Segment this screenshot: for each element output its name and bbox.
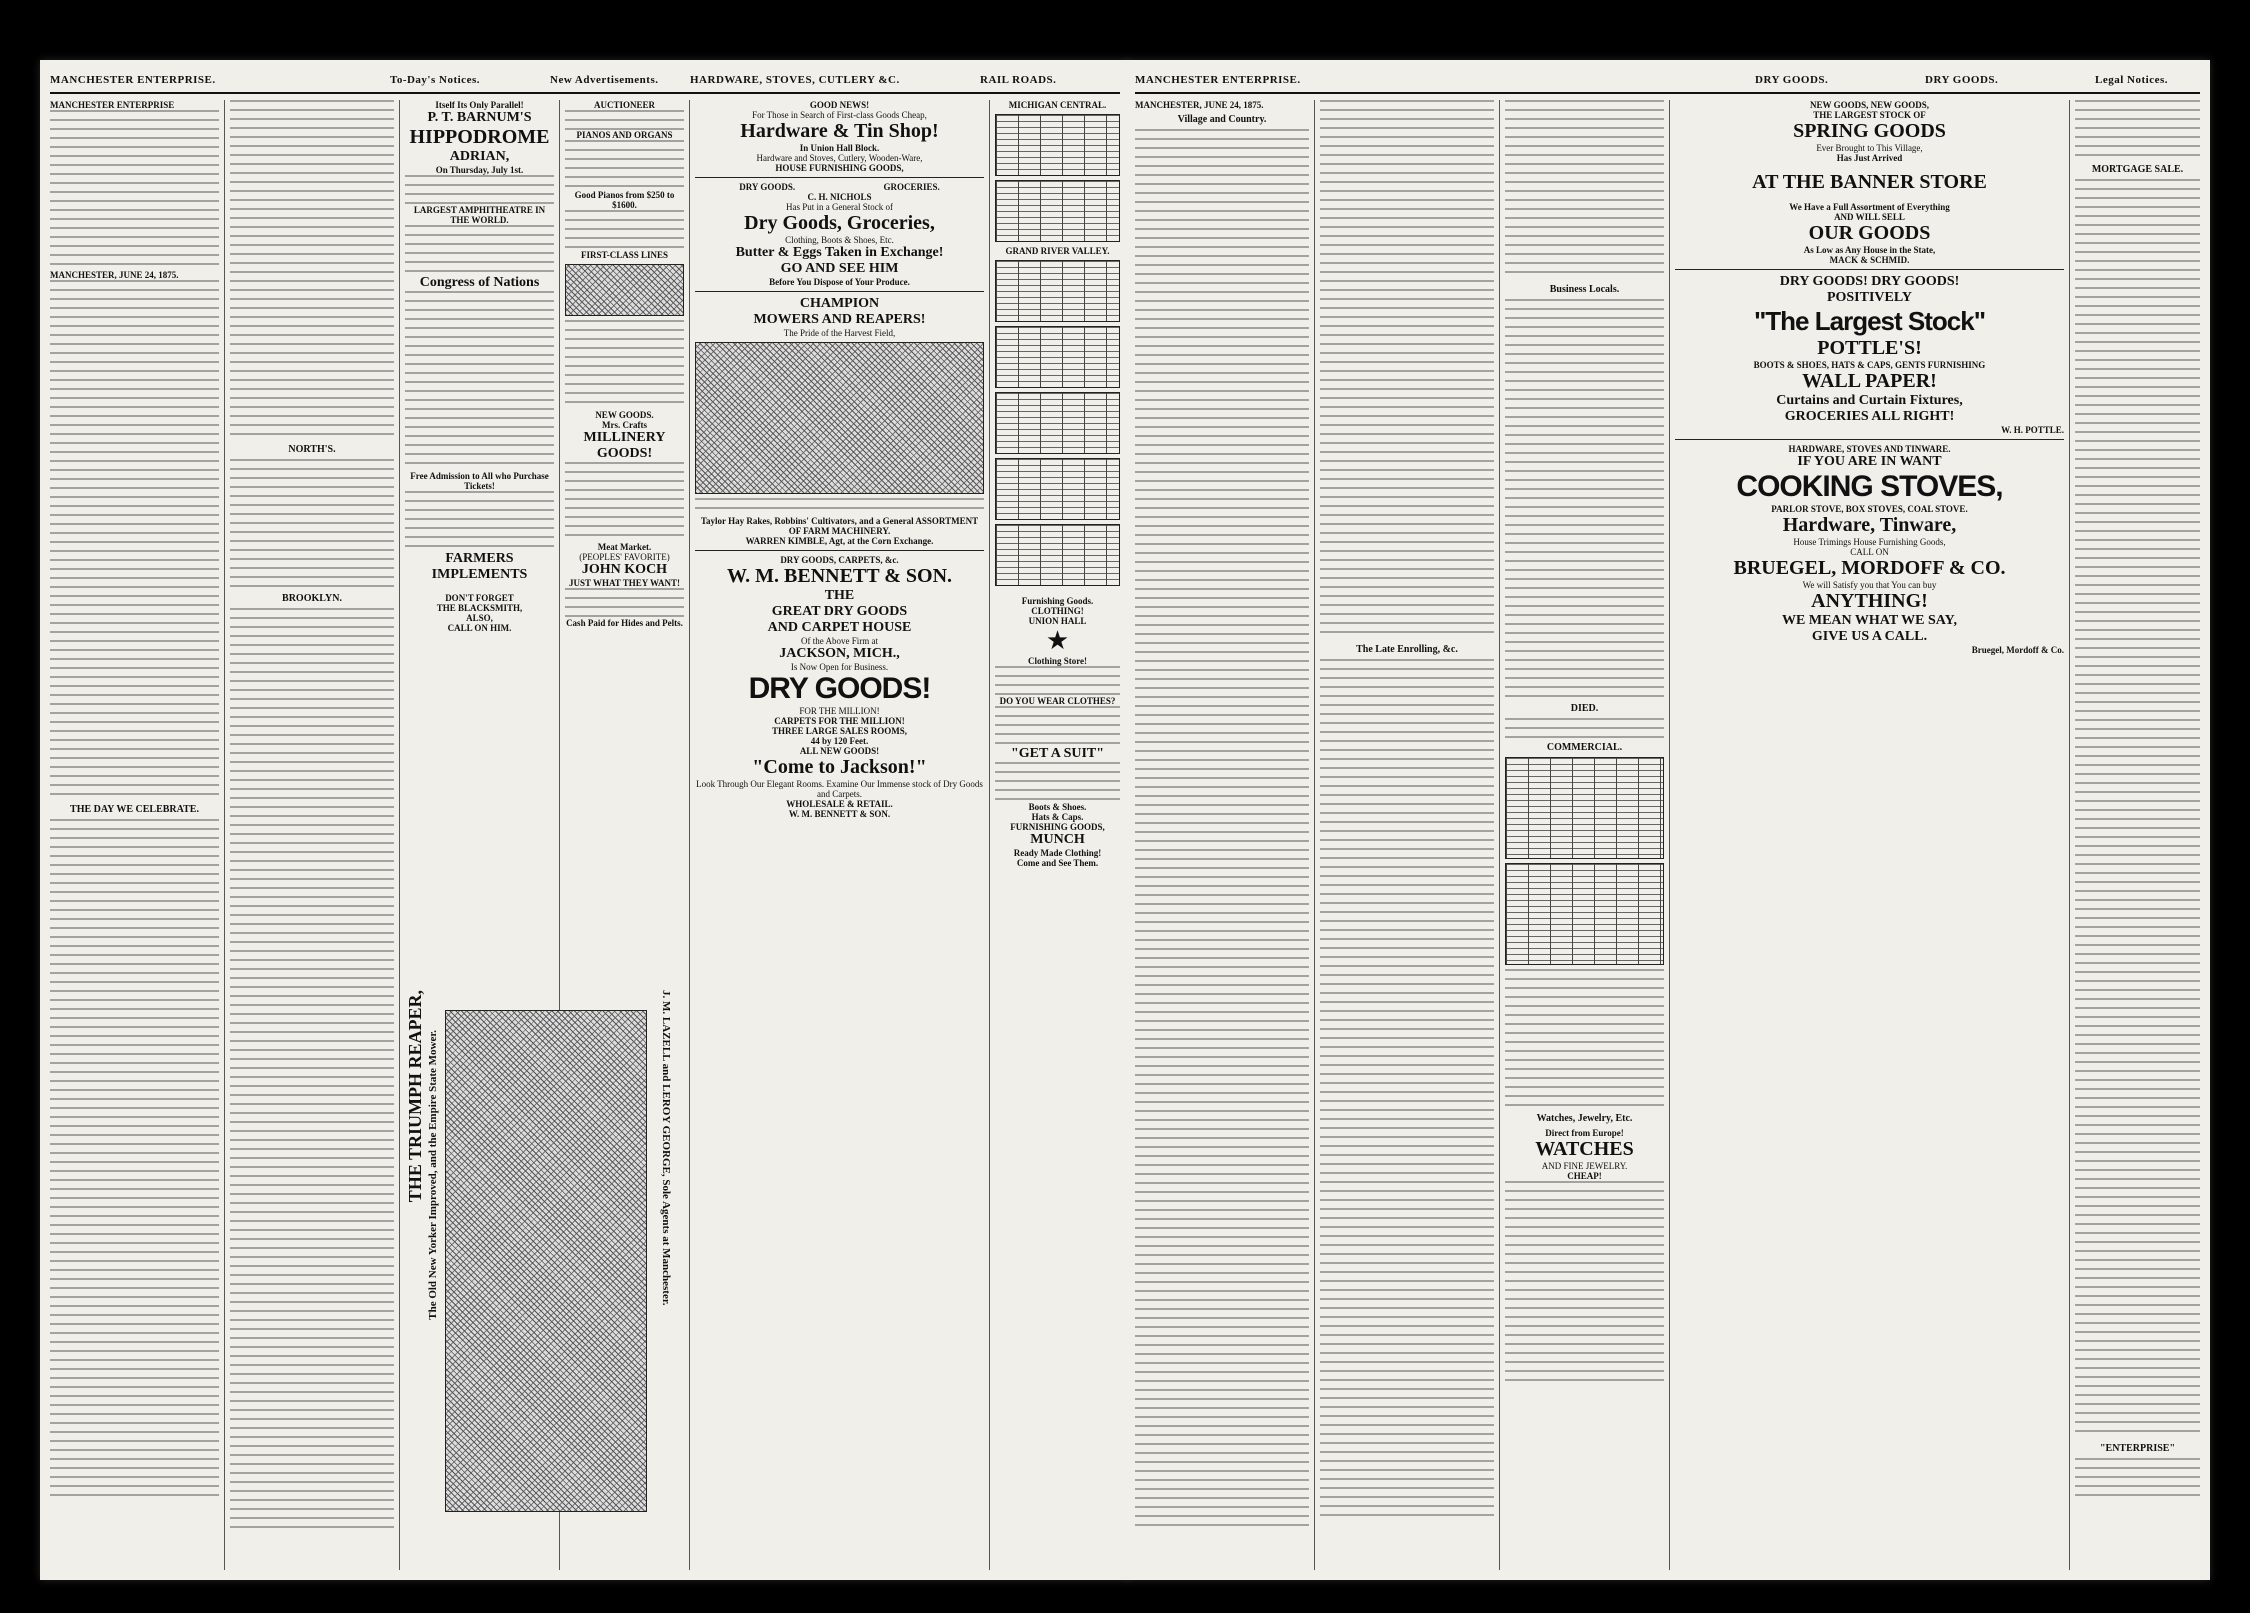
text-block <box>50 110 219 270</box>
ad-headline: ANYTHING! <box>1811 590 1928 612</box>
reaper-ad-subtitle: The Old New Yorker Improved, and the Empire State Mower. <box>427 1030 439 1320</box>
ad-line: IF YOU ARE IN WANT <box>1797 454 1942 469</box>
ad-headline: POTTLE'S! <box>1817 337 1922 359</box>
ad-line: WHOLESALE & RETAIL. <box>786 799 893 809</box>
section-heading: DIED. <box>1570 703 1599 714</box>
left-column-1 <box>45 100 225 1570</box>
ad-line: DO YOU WEAR CLOTHES? <box>999 696 1116 706</box>
right-newspaper-page <box>1125 60 2210 1580</box>
ad-line: IMPLEMENTS <box>431 567 528 582</box>
left-column-5 <box>690 100 990 1570</box>
ad-line: ALSO, <box>466 613 493 623</box>
ad-line: CHEAP! <box>1567 1171 1602 1181</box>
text-block <box>2075 1458 2200 1498</box>
ad-line: Look Through Our Elegant Rooms. Examine Our Immense stock of Dry Goods and Carpets. <box>696 779 983 799</box>
ad-line: On Thursday, July 1st. <box>435 165 524 175</box>
left-column-2 <box>225 100 400 1570</box>
right-column-3 <box>1500 100 1670 1570</box>
ad-line: "GET A SUIT" <box>1010 746 1105 761</box>
text-block <box>230 100 394 440</box>
ad-line: ALL NEW GOODS! <box>799 746 880 756</box>
timetable <box>995 524 1120 586</box>
ad-line: HOUSE FURNISHING GOODS, <box>775 163 904 173</box>
text-block <box>695 498 984 516</box>
ad-line: W. M. BENNETT & SON. <box>788 809 891 819</box>
ad-line: Curtains and Curtain Fixtures, <box>1776 393 1963 408</box>
col-heading-drygoods: DRY GOODS. <box>1755 74 1829 86</box>
ad-headline: Hardware, Tinware, <box>1782 514 1957 536</box>
ad-line: Mrs. Crafts <box>602 420 647 430</box>
ad-line: THE BLACKSMITH, <box>436 603 523 613</box>
ad-line: (PEOPLES' FAVORITE) <box>579 552 670 562</box>
ad-line: Clothing Store! <box>1027 656 1088 666</box>
ad-line: GROCERIES. <box>883 182 940 192</box>
ad-line: Cash Paid for Hides and Pelts. <box>566 618 683 628</box>
text-block <box>230 459 394 589</box>
ad-line: AUCTIONEER <box>593 100 655 110</box>
ad-line: CHAMPION <box>799 296 880 311</box>
ad-line: Ever Brought to This Village, <box>1816 143 1923 153</box>
ad-line: P. T. BARNUM'S <box>427 110 532 125</box>
steamship-illustration <box>565 264 684 316</box>
ad-line: CARPETS FOR THE MILLION! <box>774 716 905 726</box>
section-heading: The Late Enrolling, &c. <box>1356 644 1458 655</box>
ad-line: Hardware and Stoves, Cutlery, Wooden-Ware, <box>756 153 923 163</box>
timetable <box>995 392 1120 454</box>
ad-line: As Low as Any House in the State, <box>1803 245 1936 255</box>
ad-line: Furnishing Goods. <box>1021 596 1094 606</box>
ad-line: For Those in Search of First-class Goods Cheap, <box>752 110 927 120</box>
text-block <box>1505 100 1664 280</box>
ad-line: The Pride of the Harvest Field, <box>783 328 896 338</box>
ad-headline: COOKING STOVES, <box>1736 470 2003 503</box>
ad-line: Butter & Eggs Taken in Exchange! <box>735 245 944 260</box>
ad-line: ADRIAN, <box>449 149 510 164</box>
ad-line: THE <box>824 588 855 603</box>
text-block <box>565 210 684 250</box>
ad-line: DON'T FORGET <box>445 593 514 603</box>
ad-headline: "The Largest Stock" <box>1753 306 1986 336</box>
ad-headline: "Come to Jackson!" <box>752 756 927 778</box>
timetable <box>995 114 1120 176</box>
reaper-ad-title: THE TRIUMPH REAPER, <box>405 990 425 1203</box>
ad-line: DRY GOODS, CARPETS, &c. <box>780 555 899 565</box>
ad-line: Hats & Caps. <box>1031 812 1084 822</box>
section-heading: NORTH'S. <box>288 444 336 455</box>
ad-headline: WALL PAPER! <box>1802 370 1937 392</box>
reaper-ad <box>405 950 690 1560</box>
text-block <box>405 491 554 551</box>
left-masthead <box>50 70 1120 94</box>
text-block <box>1320 100 1494 640</box>
section-heading: Watches, Jewelry, Etc. <box>1536 1113 1633 1124</box>
ad-line: DRY GOODS! DRY GOODS! <box>1779 274 1960 289</box>
ad-line: MOWERS AND REAPERS! <box>753 312 926 327</box>
section-heading: MORTGAGE SALE. <box>2091 164 2184 175</box>
section-heading: Village and Country. <box>1177 114 1267 125</box>
ad-line: AND CARPET HOUSE <box>767 620 912 635</box>
ad-line: FURNISHING GOODS, <box>1010 822 1105 832</box>
text-block <box>995 762 1120 802</box>
ad-line: Has Just Arrived <box>1836 153 1903 163</box>
timetable-heading: GRAND RIVER VALLEY. <box>1005 246 1110 256</box>
ad-line: House Trimings House Furnishing Goods, <box>1793 537 1946 547</box>
mower-illustration <box>695 342 984 494</box>
text-block <box>1505 718 1664 738</box>
timetable <box>995 260 1120 322</box>
ad-line: CALL ON <box>1850 547 1889 557</box>
ad-line: Congress of Nations <box>419 275 540 290</box>
timetable <box>995 326 1120 388</box>
star-icon: ★ <box>1045 626 1070 655</box>
ad-line: We will Satisfy you that You can buy <box>1802 580 1937 590</box>
dateline: MANCHESTER, JUNE 24, 1875. <box>1135 100 1264 110</box>
ad-line: AND WILL SELL <box>1834 212 1905 222</box>
ad-line: THE LARGEST STOCK OF <box>1813 110 1926 120</box>
right-column-2 <box>1315 100 1500 1570</box>
ad-line: Is Now Open for Business. <box>790 662 889 672</box>
right-column-5 <box>2070 100 2205 1570</box>
ad-line: JOHN KOCH <box>581 562 668 577</box>
ad-line: FOR THE MILLION! <box>799 706 880 716</box>
ad-line: MACK & SCHMID. <box>1829 255 1910 265</box>
timetable-heading: MICHIGAN CENTRAL. <box>1008 100 1107 110</box>
ad-line: In Union Hall Block. <box>799 143 880 153</box>
text-block <box>565 110 684 130</box>
section-heading: BROOKLYN. <box>282 593 342 604</box>
ad-line: JACKSON, MICH., <box>779 646 900 661</box>
section-heading: COMMERCIAL. <box>1546 742 1623 753</box>
text-block <box>1505 299 1664 699</box>
text-block <box>565 320 684 410</box>
ad-line: Ready Made Clothing! <box>1013 848 1102 858</box>
ad-line: GIVE US A CALL. <box>1811 629 1928 644</box>
text-block <box>1505 969 1664 1109</box>
ad-line: C. H. NICHOLS <box>807 192 872 202</box>
ad-line: UNION HALL <box>1028 616 1087 626</box>
text-block <box>1135 129 1309 1529</box>
ad-row <box>695 182 984 192</box>
ad-line: JUST WHAT THEY WANT! <box>569 578 680 588</box>
text-block <box>995 666 1120 696</box>
ad-line: THREE LARGE SALES ROOMS, <box>771 726 908 736</box>
dateline: MANCHESTER, JUNE 24, 1875. <box>50 270 179 280</box>
ad-headline: Dry Goods, Groceries, <box>744 212 935 234</box>
text-block <box>2075 100 2200 160</box>
text-block <box>405 225 554 275</box>
ad-line: Taylor Hay Rakes, Robbins' Cultivators, and a General ASSORTMENT OF FARM MACHINERY. <box>700 516 979 536</box>
ad-line: PIANOS AND ORGANS <box>576 130 673 140</box>
text-block <box>565 462 684 542</box>
ad-line: MUNCH <box>1030 832 1085 847</box>
ad-line: HARDWARE, STOVES AND TINWARE. <box>1788 444 1951 454</box>
text-block <box>230 608 394 1528</box>
ad-line: GROCERIES ALL RIGHT! <box>1784 409 1955 424</box>
ad-line: Of the Above Firm at <box>801 636 878 646</box>
ad-line: GOOD NEWS! <box>809 100 870 110</box>
text-block <box>565 140 684 190</box>
section-heading: "ENTERPRISE" <box>2099 1443 2175 1454</box>
market-table <box>1505 757 1664 859</box>
ad-line: Direct from Europe! <box>1545 1128 1624 1138</box>
text-block <box>1505 1181 1664 1381</box>
text-block <box>50 280 219 800</box>
ad-line: DRY GOODS. <box>739 182 796 192</box>
ad-line: LARGEST AMPHITHEATRE IN THE WORLD. <box>413 205 546 225</box>
col-heading-new-ads: New Advertisements. <box>550 74 659 86</box>
text-block <box>405 175 554 205</box>
ad-line: FARMERS <box>445 551 514 566</box>
text-block <box>995 706 1120 746</box>
right-column-4 <box>1670 100 2070 1570</box>
section-heading: THE DAY WE CELEBRATE. <box>70 804 199 815</box>
text-block <box>405 291 554 471</box>
text-block <box>2075 179 2200 1439</box>
ad-headline: AT THE BANNER STORE <box>1752 171 1987 193</box>
ad-line: Before You Dispose of Your Produce. <box>769 277 910 287</box>
left-column-6 <box>990 100 1125 1570</box>
text-block <box>565 588 684 618</box>
col-heading-legal: Legal Notices. <box>2095 74 2168 86</box>
ad-headline: DRY GOODS! <box>748 672 931 705</box>
reaper-illustration <box>445 1010 647 1512</box>
ad-line: GREAT DRY GOODS <box>771 604 908 619</box>
ad-line: CALL ON HIM. <box>447 623 512 633</box>
col-heading-drygoods: DRY GOODS. <box>1925 74 1999 86</box>
ad-line: Itself Its Only Parallel! <box>435 100 524 110</box>
ad-line: Free Admission to All who Purchase Tickets! <box>410 471 549 491</box>
paper-name: MANCHESTER ENTERPRISE. <box>50 74 216 86</box>
reaper-ad-agents: J. M. LAZELL and LEROY GEORGE, Sole Agents at Manchester. <box>660 990 672 1306</box>
ad-line: BOOTS & SHOES, HATS & CAPS, GENTS FURNISHING <box>1753 360 1986 370</box>
ad-line: PARLOR STOVE, BOX STOVES, COAL STOVE. <box>1771 504 1968 514</box>
ad-line: NEW GOODS. <box>595 410 654 420</box>
ad-line: FIRST-CLASS LINES <box>581 250 668 260</box>
ad-headline: SPRING GOODS <box>1793 120 1946 142</box>
col-heading-hardware: HARDWARE, STOVES, CUTLERY &C. <box>690 74 900 86</box>
ad-line: POSITIVELY <box>1826 290 1913 305</box>
ad-line: Good Pianos from $250 to $1600. <box>574 190 675 210</box>
left-newspaper-page <box>40 60 1130 1580</box>
text-block <box>50 819 219 1499</box>
right-column-1 <box>1130 100 1315 1570</box>
ad-line: CLOTHING! <box>1031 606 1084 616</box>
paper-name: MANCHESTER ENTERPRISE. <box>1135 74 1301 86</box>
ad-line: 44 by 120 Feet. <box>810 736 869 746</box>
ad-headline: WATCHES <box>1535 1138 1634 1160</box>
ad-line: Clothing, Boots & Shoes, Etc. <box>785 235 894 245</box>
ad-headline: OUR GOODS <box>1808 222 1931 244</box>
ad-headline: W. M. BENNETT & SON. <box>726 565 953 587</box>
paper-title: MANCHESTER ENTERPRISE <box>50 100 175 110</box>
ad-headline: BRUEGEL, MORDOFF & CO. <box>1733 557 2006 579</box>
ad-line: Meat Market. <box>597 542 652 552</box>
ad-line: WARREN KIMBLE, Agt, at the Corn Exchange. <box>745 536 934 546</box>
ad-line: Boots & Shoes. <box>1028 802 1087 812</box>
ad-headline: HIPPODROME <box>409 126 550 148</box>
ad-line: MILLINERY GOODS! <box>583 430 666 461</box>
ad-line: W. H. POTTLE. <box>2001 425 2064 435</box>
text-block <box>1320 659 1494 1519</box>
section-heading: Business Locals. <box>1549 284 1620 295</box>
right-masthead <box>1135 70 2200 94</box>
ad-headline: Hardware & Tin Shop! <box>740 120 939 142</box>
ad-line: WE MEAN WHAT WE SAY, <box>1782 613 1957 628</box>
ad-line: AND FINE JEWELRY. <box>1541 1161 1628 1171</box>
timetable <box>995 180 1120 242</box>
ad-line: NEW GOODS, NEW GOODS, <box>1810 100 1929 110</box>
ad-line: Has Put in a General Stock of <box>786 202 893 212</box>
ad-line: GO AND SEE HIM <box>780 261 899 276</box>
col-heading-railroads: RAIL ROADS. <box>980 74 1057 86</box>
timetable <box>995 458 1120 520</box>
market-table <box>1505 863 1664 965</box>
ad-line: We Have a Full Assortment of Everything <box>1789 202 1950 212</box>
ad-line: Bruegel, Mordoff & Co. <box>1971 645 2064 655</box>
ad-line: Come and See Them. <box>1016 858 1099 868</box>
col-heading-todays-notices: To-Day's Notices. <box>390 74 480 86</box>
